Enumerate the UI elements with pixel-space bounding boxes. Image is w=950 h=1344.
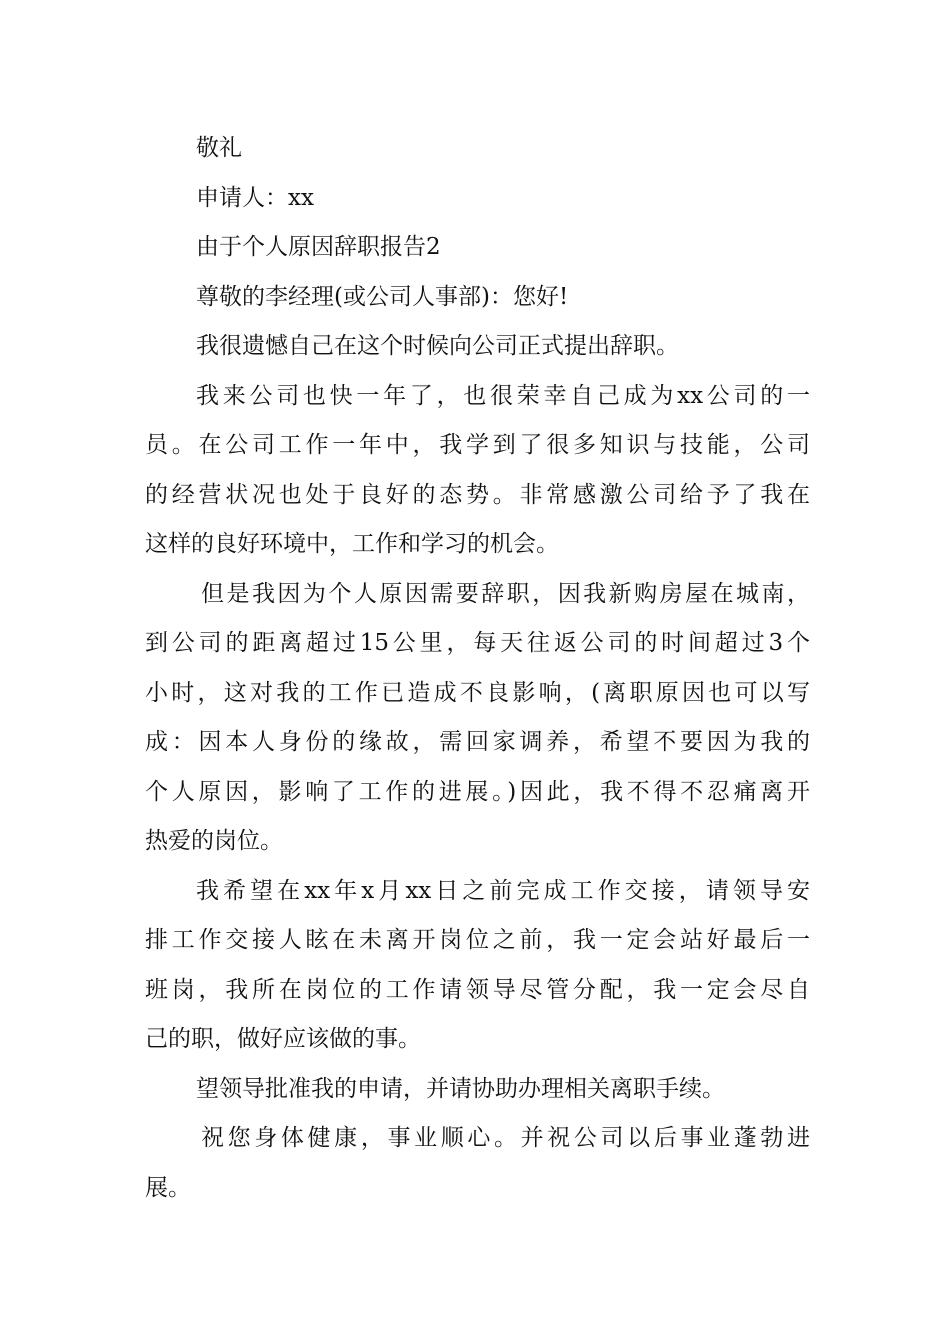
paragraph-line: 展。: [145, 1174, 191, 1201]
document-body: [145, 124, 810, 1213]
paragraph-line: 祝您身体健康，事业顺心。并祝公司以后事业蓬勃进: [201, 1125, 810, 1151]
paragraph-line: 但是我因为个人原因需要辞职，因我新购房屋在城南，: [201, 580, 810, 607]
signature-line: 申请人：xx: [196, 184, 314, 211]
paragraph-line: 我来公司也快一年了，也很荣幸自己成为xx公司的一: [196, 382, 810, 409]
paragraph-line: 己的职，做好应该做的事。: [145, 1026, 421, 1052]
paragraph-line: 热爱的岗位。: [145, 828, 283, 854]
paragraph-line: 成：因本人身份的缘故，需回家调养，希望不要因为我的: [145, 729, 810, 755]
paragraph-line: 员。在公司工作一年中，我学到了很多知识与技能，公司: [145, 432, 810, 458]
paragraph-line: 我很遗憾自己在这个时候向公司正式提出辞职。: [196, 333, 679, 359]
paragraph-line: 这样的良好环境中，工作和学习的机会。: [145, 531, 559, 557]
paragraph-line: 我希望在xx年x月xx日之前完成工作交接，请领导安: [196, 877, 810, 904]
paragraph-line: 的经营状况也处于良好的态势。非常感激公司给予了我在: [145, 481, 810, 508]
paragraph-line: 班岗，我所在岗位的工作请领导尽管分配，我一定会尽自: [145, 976, 810, 1003]
closing-text: 敬礼: [196, 135, 242, 161]
paragraph-line: 到公司的距离超过15公里，每天往返公司的时间超过3个: [145, 630, 810, 656]
paragraph-line: 望领导批准我的申请，并请协助办理相关离职手续。: [196, 1075, 725, 1102]
salutation: 尊敬的李经理(或公司人事部)：您好!: [196, 283, 569, 310]
paragraph-line: 个人原因，影响了工作的进展。)因此，我不得不忍痛离开: [145, 778, 810, 805]
report-title: 由于个人原因辞职报告2: [196, 234, 441, 260]
paragraph-line: 小时，这对我的工作已造成不良影响，(离职原因也可以写: [145, 679, 810, 706]
paragraph-line: 排工作交接人眩在未离开岗位之前，我一定会站好最后一: [145, 927, 810, 953]
